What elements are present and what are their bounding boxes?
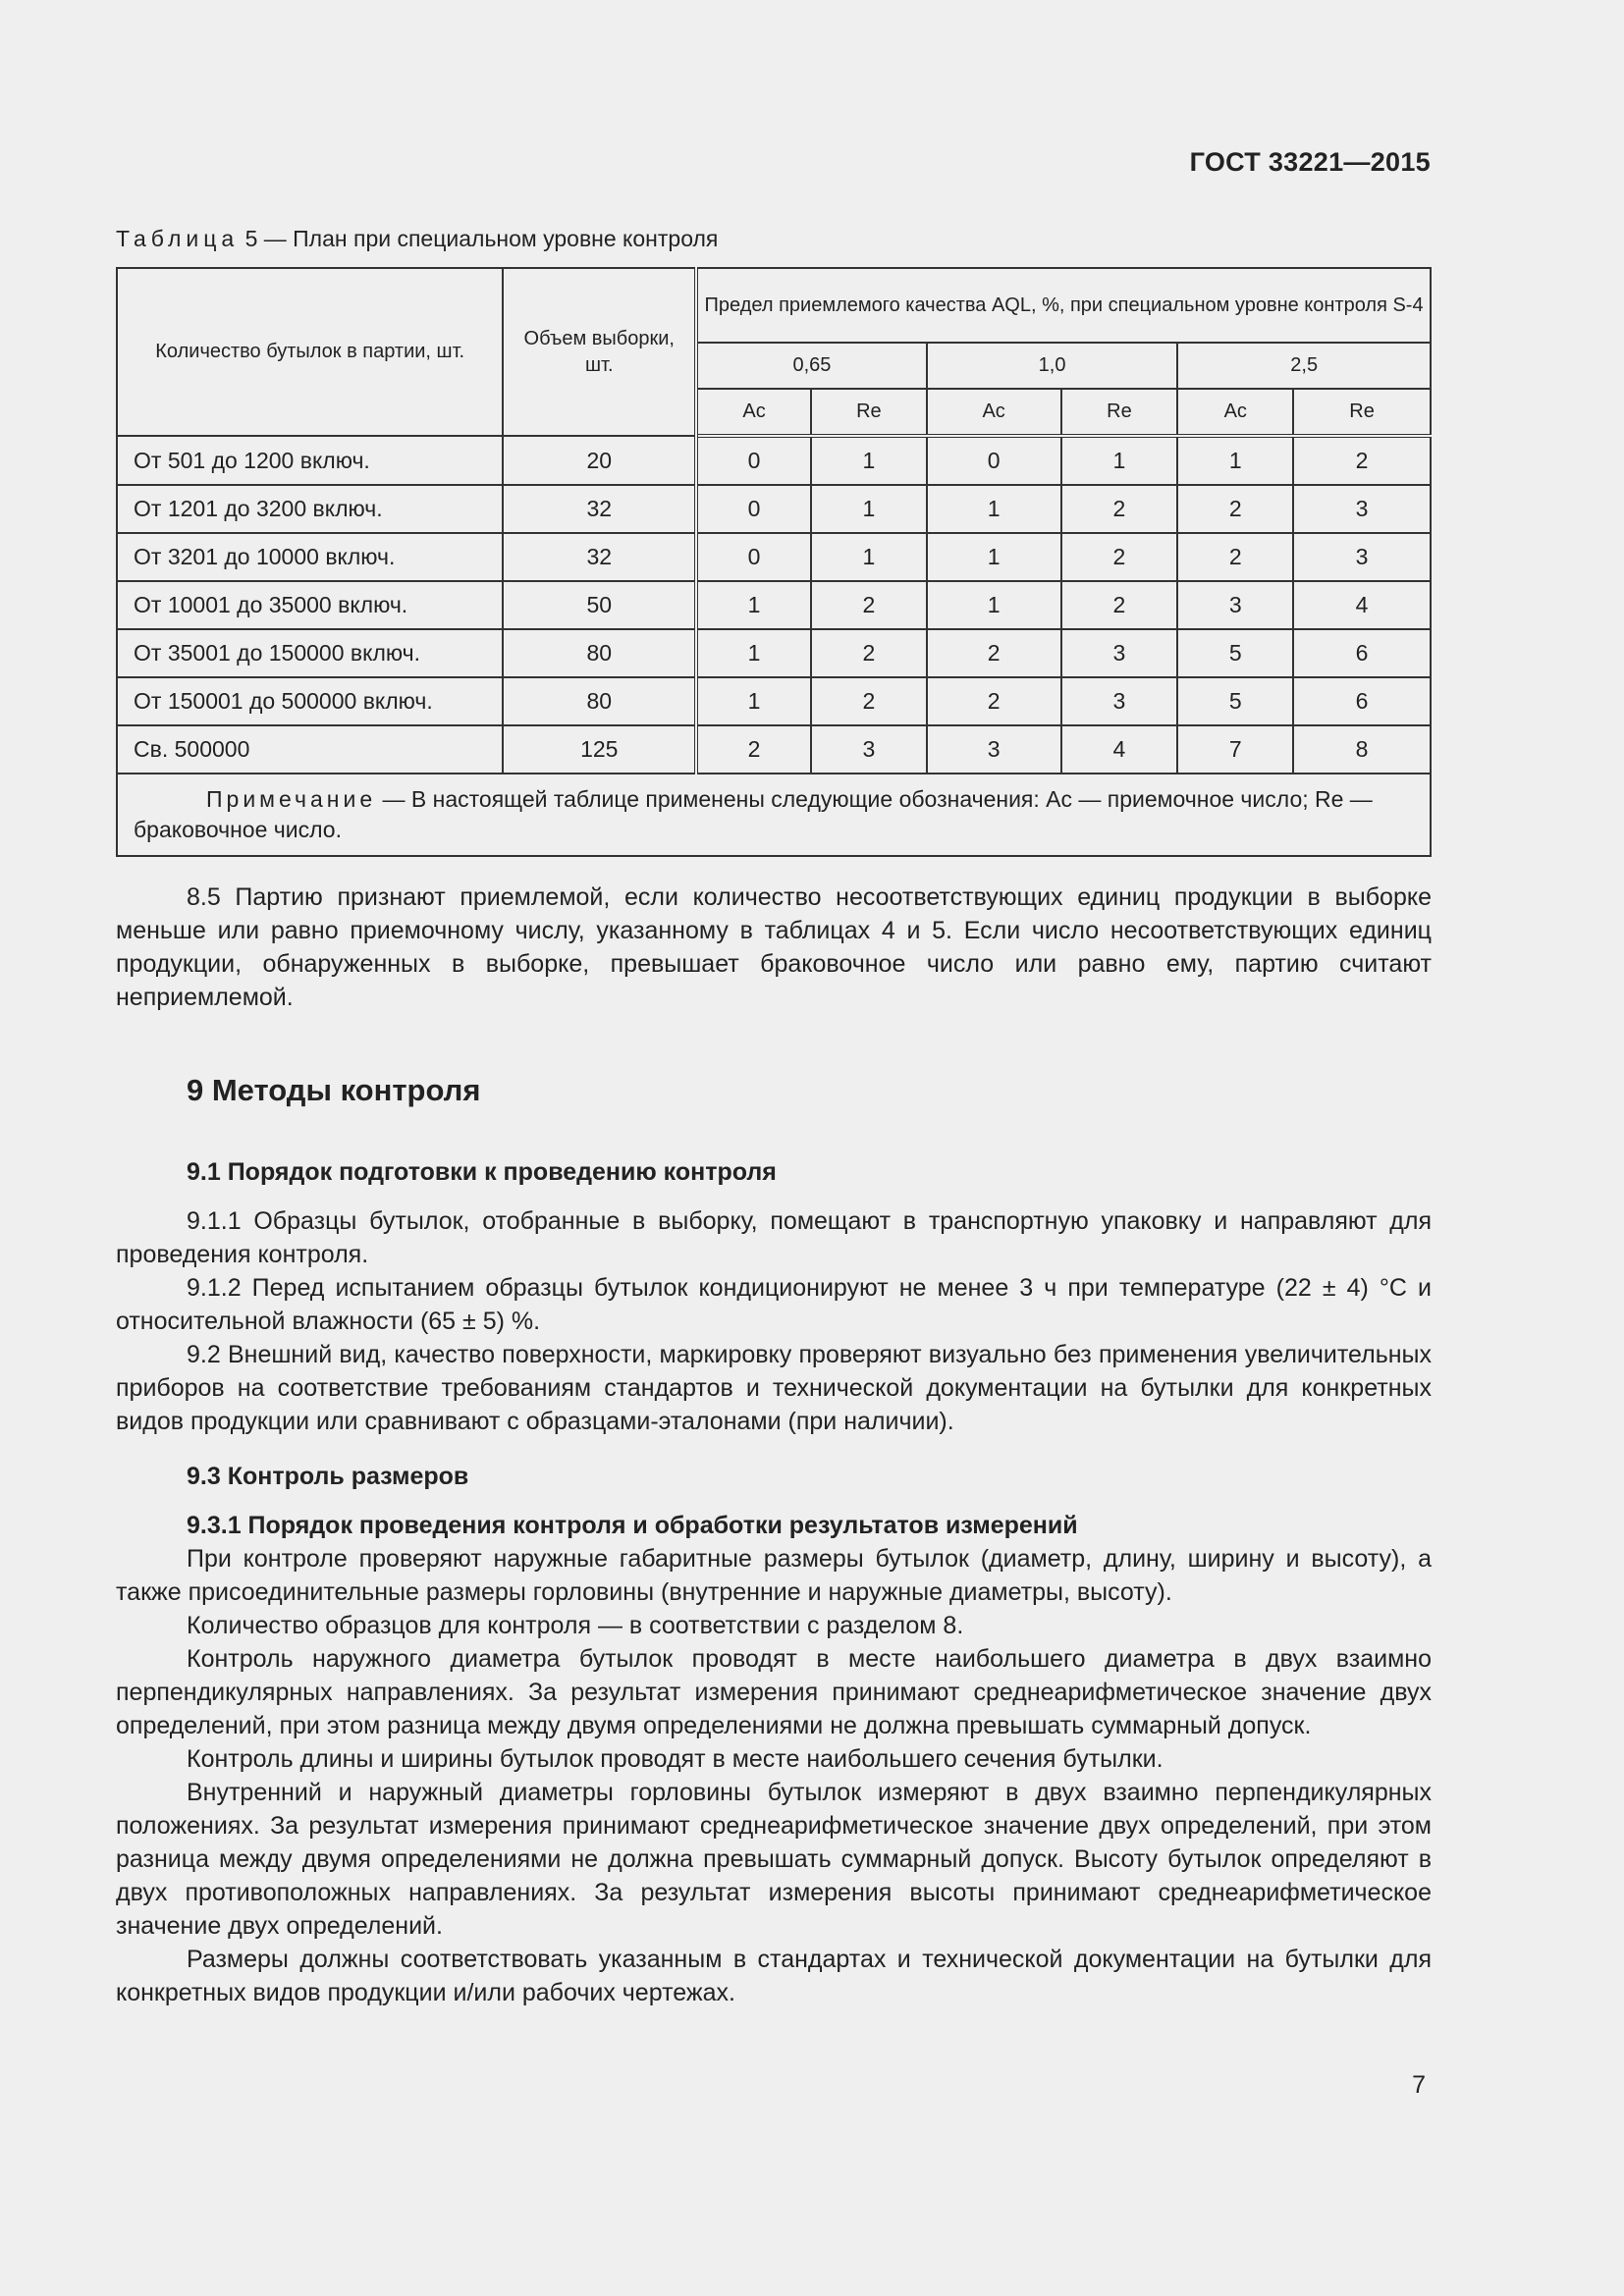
cell-lot-size: От 3201 до 10000 включ. bbox=[117, 533, 503, 581]
document-code: ГОСТ 33221—2015 bbox=[1189, 147, 1431, 177]
cell-value: 5 bbox=[1177, 677, 1293, 725]
cell-value: 2 bbox=[811, 581, 927, 629]
header-lot-size: Количество бутылок в партии, шт. bbox=[117, 268, 503, 436]
page-number: 7 bbox=[1412, 2071, 1426, 2099]
note-text: — В настоящей таблице применены следующие обозначения: Ac — приемочное число; Re — браковочное число. bbox=[134, 786, 1373, 842]
table-body bbox=[117, 436, 1431, 774]
subsection-title-9-3: 9.3 Контроль размеров bbox=[187, 1463, 469, 1490]
cell-value: 2 bbox=[696, 725, 811, 774]
cell-sample-size: 32 bbox=[503, 533, 696, 581]
header-sample-size: Объем выборки, шт. bbox=[503, 268, 696, 436]
cell-value: 3 bbox=[1293, 485, 1431, 533]
header-re: Re bbox=[1293, 389, 1431, 436]
table-row bbox=[117, 533, 1431, 581]
cell-value: 1 bbox=[1061, 436, 1178, 485]
cell-value: 1 bbox=[927, 533, 1061, 581]
cell-value: 3 bbox=[1293, 533, 1431, 581]
paragraph-8-5 bbox=[116, 881, 1432, 1014]
cell-sample-size: 80 bbox=[503, 629, 696, 677]
subsection-title-9-1: 9.1 Порядок подготовки к проведению контроля bbox=[187, 1158, 777, 1186]
cell-value: 6 bbox=[1293, 677, 1431, 725]
subsection-title-9-3-1: 9.3.1 Порядок проведения контроля и обработки результатов измерений bbox=[187, 1512, 1078, 1539]
header-ac: Ac bbox=[1177, 389, 1293, 436]
cell-lot-size: От 10001 до 35000 включ. bbox=[117, 581, 503, 629]
cell-lot-size: Св. 500000 bbox=[117, 725, 503, 774]
sampling-plan-table bbox=[116, 267, 1432, 857]
cell-value: 7 bbox=[1177, 725, 1293, 774]
table-row bbox=[117, 485, 1431, 533]
paragraphs-9-3-1 bbox=[116, 1542, 1432, 2009]
paragraph-text: Количество образцов для контроля — в соответствии с разделом 8. bbox=[187, 1612, 964, 1639]
cell-value: 3 bbox=[927, 725, 1061, 774]
cell-value: 2 bbox=[1061, 581, 1178, 629]
table-row bbox=[117, 436, 1431, 485]
section-title-9: 9 Методы контроля bbox=[187, 1073, 481, 1107]
cell-value: 1 bbox=[927, 581, 1061, 629]
cell-value: 2 bbox=[1061, 533, 1178, 581]
cell-value: 2 bbox=[811, 677, 927, 725]
cell-value: 1 bbox=[696, 629, 811, 677]
cell-value: 6 bbox=[1293, 629, 1431, 677]
cell-value: 1 bbox=[811, 485, 927, 533]
cell-value: 2 bbox=[1177, 533, 1293, 581]
table-note bbox=[117, 774, 1431, 856]
paragraph-text: При контроле проверяют наружные габаритные размеры бутылок (диаметр, длину, ширину и высоту), а также присоединительные размеры горловины (внутренние и наружные диаметры, высоту). bbox=[116, 1545, 1432, 1606]
cell-value: 1 bbox=[811, 436, 927, 485]
cell-value: 3 bbox=[811, 725, 927, 774]
cell-value: 2 bbox=[927, 629, 1061, 677]
cell-value: 4 bbox=[1293, 581, 1431, 629]
cell-value: 1 bbox=[696, 581, 811, 629]
paragraph-9-2: 9.2 Внешний вид, качество поверхности, маркировку проверяют визуально без применения увеличительных приборов на соответствие требованиям стандартов и технической документации на бутылки для конкретных видов продукции или сравнивают с образцами-эталонами (при наличии). bbox=[116, 1341, 1432, 1435]
paragraph-text: Внутренний и наружный диаметры горловины бутылок измеряют в двух взаимно перпендикулярных положениях. За результат измерения принимают среднеарифметическое значение двух определений, при этом разница между двумя определениями не должна превышать суммарный допуск. Высоту бутылок определяют в двух противоположных направлениях. За результат измерения высоты принимают среднеарифметическое значение двух определений. bbox=[116, 1779, 1432, 1940]
cell-value: 0 bbox=[696, 533, 811, 581]
cell-value: 5 bbox=[1177, 629, 1293, 677]
cell-sample-size: 80 bbox=[503, 677, 696, 725]
table-row bbox=[117, 677, 1431, 725]
cell-lot-size: От 35001 до 150000 включ. bbox=[117, 629, 503, 677]
cell-lot-size: От 501 до 1200 включ. bbox=[117, 436, 503, 485]
cell-value: 4 bbox=[1061, 725, 1178, 774]
cell-sample-size: 32 bbox=[503, 485, 696, 533]
note-label: Примечание bbox=[206, 786, 377, 812]
header-aql-level: 0,65 bbox=[696, 343, 927, 389]
cell-value: 2 bbox=[1293, 436, 1431, 485]
cell-value: 1 bbox=[927, 485, 1061, 533]
cell-lot-size: От 150001 до 500000 включ. bbox=[117, 677, 503, 725]
paragraph-9-1-2: 9.1.2 Перед испытанием образцы бутылок кондиционируют не менее 3 ч при температуре (22 ± 4) °С и относительной влажности (65 ± 5) %. bbox=[116, 1274, 1432, 1335]
cell-value: 0 bbox=[696, 485, 811, 533]
paragraph-9-1-1: 9.1.1 Образцы бутылок, отобранные в выборку, помещают в транспортную упаковку и направляют для проведения контроля. bbox=[116, 1207, 1432, 1268]
header-re: Re bbox=[811, 389, 927, 436]
paragraph-text: Контроль наружного диаметра бутылок проводят в месте наибольшего диаметра в двух взаимно перпендикулярных направлениях. За результат измерения принимают среднеарифметическое значение двух определений, при этом разница между двумя определениями не должна превышать суммарный допуск. bbox=[116, 1645, 1432, 1739]
cell-value: 2 bbox=[927, 677, 1061, 725]
paragraph-text: 8.5 Партию признают приемлемой, если количество несоответствующих единиц продукции в выборке меньше или равно приемочному числу, указанному в таблицах 4 и 5. Если число несоответствующих единиц продукции, обнаруженных в выборке, превышает браковочное число или равно ему, партию считают неприемлемой. bbox=[116, 883, 1432, 1011]
table-caption bbox=[116, 226, 718, 252]
cell-value: 0 bbox=[927, 436, 1061, 485]
cell-sample-size: 50 bbox=[503, 581, 696, 629]
cell-value: 0 bbox=[696, 436, 811, 485]
cell-value: 2 bbox=[1177, 485, 1293, 533]
table-caption-label: Таблица bbox=[116, 226, 240, 251]
cell-value: 2 bbox=[1061, 485, 1178, 533]
cell-value: 2 bbox=[811, 629, 927, 677]
cell-value: 8 bbox=[1293, 725, 1431, 774]
header-aql: Предел приемлемого качества AQL, %, при специальном уровне контроля S-4 bbox=[696, 268, 1431, 343]
header-re: Re bbox=[1061, 389, 1178, 436]
paragraphs-9-1-9-2 bbox=[116, 1204, 1432, 1438]
header-ac: Ac bbox=[696, 389, 811, 436]
cell-value: 1 bbox=[1177, 436, 1293, 485]
table-row bbox=[117, 629, 1431, 677]
cell-value: 3 bbox=[1177, 581, 1293, 629]
cell-value: 1 bbox=[811, 533, 927, 581]
cell-value: 3 bbox=[1061, 629, 1178, 677]
header-ac: Ac bbox=[927, 389, 1061, 436]
cell-sample-size: 20 bbox=[503, 436, 696, 485]
cell-lot-size: От 1201 до 3200 включ. bbox=[117, 485, 503, 533]
paragraph-text: Контроль длины и ширины бутылок проводят в месте наибольшего сечения бутылки. bbox=[187, 1745, 1164, 1773]
table-row bbox=[117, 725, 1431, 774]
table-caption-text: 5 — План при специальном уровне контроля bbox=[244, 226, 719, 251]
cell-value: 1 bbox=[696, 677, 811, 725]
header-aql-level: 1,0 bbox=[927, 343, 1178, 389]
table-row bbox=[117, 581, 1431, 629]
cell-value: 3 bbox=[1061, 677, 1178, 725]
paragraph-text: Размеры должны соответствовать указанным в стандартах и технической документации на бутылки для конкретных видов продукции и/или рабочих чертежах. bbox=[116, 1946, 1432, 2006]
header-aql-level: 2,5 bbox=[1177, 343, 1431, 389]
cell-sample-size: 125 bbox=[503, 725, 696, 774]
